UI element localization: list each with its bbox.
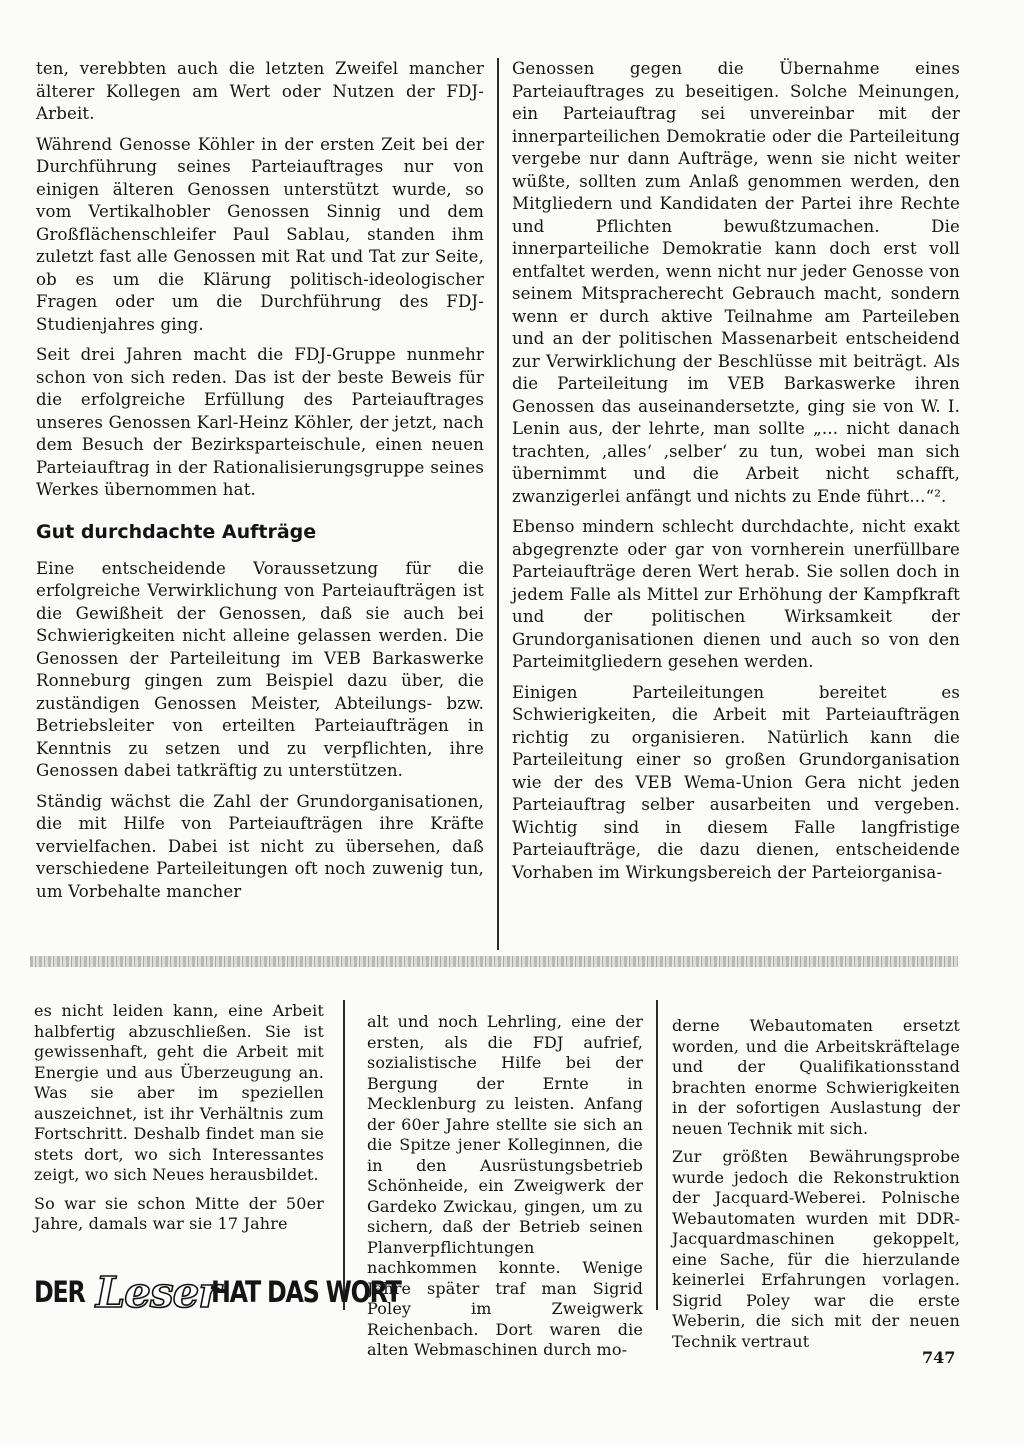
logo-text-hat-das-wort: HAT DAS WORT: [211, 1275, 402, 1309]
paragraph: So war sie schon Mitte der 50er Jahre, damals war sie 17 Jahre: [34, 1193, 324, 1233]
logo-text-script: Leser: [95, 1267, 220, 1317]
column-divider: [656, 1000, 658, 1310]
paragraph: Während Genosse Köhler in der ersten Zeit bei der Durchführung seines Parteiauftrages nur von einigen älteren Genossen unterstützt wurde, so vom Vertikalhobler Genossen Sinnig und dem Großflächenschleifer Paul Sablau, standen ihm zuletzt fast alle Genossen mit Rat und Tat zur Seite, ob es um die Klärung politisch-ideologischer Fragen oder um die Durchführung des FDJ-Studienjahres ging.: [36, 134, 484, 334]
paragraph: alt und noch Lehrling, eine der ersten, als die FDJ aufrief, sozialistische Hilfe bei der Bergung der Ernte in Mecklenburg zu leisten. Anfang der 60er Jahre stellte sie sich an die Spitze jener Kolleginnen, die in den Ausrüstungsbetrieb Schönheide, ein Zweigwerk der Gardeko Zwickau, gingen, um zu sichern, daß der Betrieb seinen Planverpflichtungen nachkommen konnte. Wenige Jahre später traf man Sigrid Poley im Zweigwerk Reichenbach. Dort waren die alten Webmaschinen durch mo-: [367, 1012, 643, 1359]
top-left-column: [36, 58, 484, 911]
bottom-column-1: [34, 1001, 324, 1243]
paragraph: Seit drei Jahren macht die FDJ-Gruppe nunmehr schon von sich reden. Das ist der beste Beweis für die erfolgreiche Erfüllung des Parteiauftrages unseres Genossen Karl-Heinz Köhler, der jetzt, nach dem Besuch der Bezirksparteischule, einen neuen Parteiauftrag in der Rationalisierungsgruppe seines Werkes übernommen hat.: [36, 345, 484, 499]
column-divider: [343, 1000, 345, 1310]
separator-band: [30, 956, 958, 967]
column-logo: [34, 1266, 402, 1318]
bottom-column-2: [367, 1012, 643, 1369]
paragraph: Zur größten Bewährungsprobe wurde jedoch die Rekonstruktion der Jacquard-Weberei. Polnische Webautomaten wurden mit DDR-Jacquardmaschinen gekoppelt, eine Sache, für die hierzulande keinerlei Erfahrungen vorlagen. Sigrid Poley war die erste Weberin, die sich mit der neuen Technik vertraut: [672, 1147, 960, 1351]
bottom-column-3: [672, 1016, 960, 1360]
paragraph: derne Webautomaten ersetzt worden, und die Arbeitskräftelage und der Qualifikationsstand brachten enorme Schwierigkeiten in der sofortigen Auslastung der neuen Technik mit sich.: [672, 1016, 960, 1138]
paragraph: Genossen gegen die Übernahme eines Parteiauftrages zu beseitigen. Solche Meinungen, ein Parteiauftrag sei unvereinbar mit der innerparteilichen Demokratie oder die Parteileitung vergebe nur dann Aufträge, wenn sie nicht weiter wüßte, sollten zum Anlaß genommen werden, den Mitgliedern und Kandidaten der Partei ihre Rechte und Pflichten bewußtzumachen. Die innerparteiliche Demokratie kann doch erst voll entfaltet werden, wenn nicht nur jeder Genosse von seinem Mitspracherecht Gebrauch macht, sondern wenn er durch aktive Teilnahme am Parteileben und an der politischen Massenarbeit entscheidend zur Verwirklichung der Beschlüsse mit beiträgt. Als die Parteileitung im VEB Barkaswerke ihren Genossen das auseinandersetzte, ging sie von W. I. Lenin aus, der lehrte, man sollte „... nicht danach trachten, ‚alles‘ ‚selber‘ zu tun, wobei man sich übernimmt und die Arbeit nicht schafft, zwanzigerlei anfängt und nichts zu Ende führt...“².: [512, 59, 960, 506]
logo-text-der: DER: [34, 1275, 85, 1309]
paragraph: es nicht leiden kann, eine Arbeit halbfertig abzuschließen. Sie ist gewissenhaft, geht die Arbeit mit Energie und aus Überzeugung an. Was sie aber im speziellen auszeichnet, ist ihr Verhältnis zum Fortschritt. Deshalb findet man sie stets dort, wo sich Interessantes zeigt, wo sich Neues herausbildet.: [34, 1001, 324, 1184]
paragraph: Eine entscheidende Voraussetzung für die erfolgreiche Verwirklichung von Parteiaufträgen ist die Gewißheit der Genossen, daß sie auch bei Schwierigkeiten nicht alleine gelassen werden. Die Genossen der Parteileitung im VEB Barkaswerke Ronneburg gingen zum Beispiel dazu über, die zuständigen Genossen Meister, Abteilungs- bzw. Betriebsleiter von erteilten Parteiaufträgen in Kenntnis zu setzen und zu verpflichten, ihre Genossen dabei tatkräftig zu unterstützen.: [36, 558, 484, 780]
paragraph: Ebenso mindern schlecht durchdachte, nicht exakt abgegrenzte oder gar von vornherein unerfüllbare Parteiaufträge deren Wert herab. Sie sollen doch in jedem Falle als Mittel zur Erhöhung der Kampfkraft und der politischen Wirksamkeit der Grundorganisationen dienen und auch so von den Parteimitgliedern gesehen werden.: [512, 517, 960, 671]
page-number: 747: [922, 1348, 956, 1367]
paragraph: Ständig wächst die Zahl der Grundorganisationen, die mit Hilfe von Parteiaufträgen ihre Kräfte vervielfachen. Dabei ist nicht zu übersehen, daß verschiedene Parteileitungen oft noch zuwenig tun, um Vorbehalte mancher: [36, 791, 484, 901]
column-divider: [497, 58, 499, 950]
section-heading: Gut durchdachte Aufträge: [36, 520, 317, 543]
top-right-column: [512, 58, 960, 892]
paragraph: Einigen Parteileitungen bereitet es Schwierigkeiten, die Arbeit mit Parteiaufträgen richtig zu organisieren. Natürlich kann die Parteileitung einer so großen Grundorganisation wie der des VEB Wema-Union Gera nicht jeden Parteiauftrag selber ausarbeiten und vergeben. Wichtig sind in diesem Falle langfristige Parteiaufträge, die dazu dienen, entscheidende Vorhaben im Wirkungsbereich der Parteiorganisa-: [512, 682, 960, 882]
paragraph: ten, verebbten auch die letzten Zweifel mancher älterer Kollegen am Wert oder Nutzen der FDJ-Arbeit.: [36, 59, 484, 123]
